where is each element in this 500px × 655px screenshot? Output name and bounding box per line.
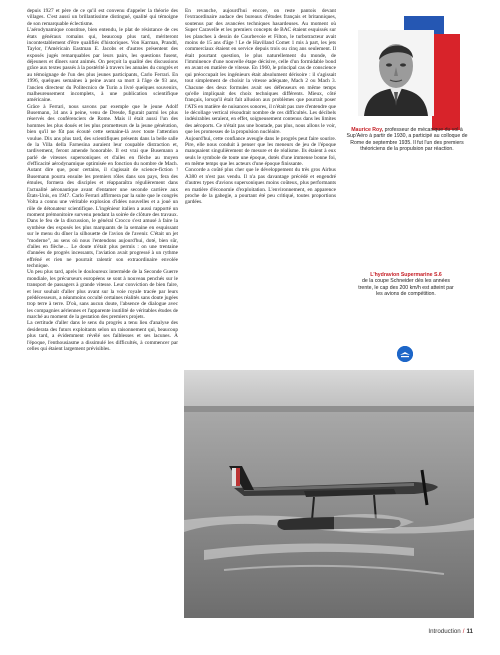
paragraph: Grâce à Ferrari, nous savons par exemple que le jeune Adolf Busemann, 34 ans à peine, venu de Dresde, figurait parmi les plus réservés des conférenciers de Rome. Mais il était aussi l'un des hommes les plus doués et les plus prometteurs de la jeune génération, bien qu'il ne fût pas écouté cette semaine-là avec toute l'attention voulue. Dix ans plus tard, des scientifiques présents dans la belle salle de la Villa della Farnesina auraient leur coupable distraction et, tardivement, feront amende honorable. Il est vrai que Busemann a parlé de vitesses supersoniques et d'ailes en flèche au moyen d'efficacité aérodynamique optimisée en fonction du nombre de Mach. Autant dire que, pour certains, il s'agissait de science-fiction ! Busemann pourra ensuite les premiers rôles dans son pays, fera des émules, formera des disciples et réapparaîtra régulièrement dans l'actualité aéronautique avant d'entamer une seconde carrière aux États-Unis, en 1947. Carlo Ferrari affirmera par la suite que le congrès Volta a connu une véritable explosion d'idées nouvelles et a joué un rôle de détonateur scientifique. L'ingénieur italien a aussi rapporté un moment prémonitoire survenu pendant la soirée de clôture des travaux. Dans le feu de la discussion, le général Crocco s'est amusé à faire la synthèse des exposés les plus marquants de la semaine en esquissant sur le menu du dîner la silhouette de l'avion de l'avenir. C'était un jet "moderne", au sens où nous l'entendons aujourd'hui, doté, bien sûr, d'ailes en flèche… Le doute n'était plus permis : on une trentaine d'années de progrès incessants, l'aviation avait progressé à un rythme effréné et rien ne pourrait ralentir son extraordinaire envolée technique. [27,103,178,269]
photo-supermarine-seaplane [184,370,474,618]
flag-red-band [432,34,460,130]
paragraph: La certitude d'aller dans le sens du progrès a tenu lieu d'analyse des desiderata des futurs exploitants selon un raisonnement qui, beaucoup plus tard, a évidemment révélé ses faiblesses et ses lacunes. À l'époque, l'enthousiasme a dissimulé les difficultés, à commencer par celles qui étaient largement prévisibles. [27,320,178,352]
caption-name: Maurice Roy, [351,127,384,133]
caption-name: L'hydravion Supermarine S.6 [370,272,442,278]
article-column-left [27,8,178,352]
caption-text: professeur de mécanique du vol à Sup'Aéro à partir de 1930, a participé au colloque de Rome de septembre 1935. Il fut l'un des premiers théoriciens de la propulsion par réaction. [346,127,468,153]
caption-seaplane [356,272,456,298]
paragraph: L'aérodynamique constitue, bien entendu, le plat de résistance de ces états généraux romains qui, beaucoup plus tard, mériteront incontestablement d'être qualifiés d'historiques. Von Karman, Prandtl, Taylor, l'Américain Eastman E. Jacobs et d'autres présentent des exposés jugés remarquables par leurs pairs, les questions fusent, déjeuners et dîners sont animés. On perçoit la qualité des discussions grâce aux textes passés à la postérité à travers les annales du congrès et au témoignage de l'un des plus jeunes participants, Carlo Ferrari. En 1996, quelques semaines à peine avant sa mort à l'âge de 93 ans, l'ancien directeur du Politecnico de Turin a livré quelques souvenirs, malheureusement incomplets, à une publication scientifique américaine. [27,27,178,104]
folio-page-number: 11 [466,628,473,635]
paragraph: Un peu plus tard, après le douloureux intermède de la Seconde Guerre mondiale, les précurseurs européens se sont à nouveau penchés sur le transport de passagers à grande vitesse. Leur conviction de bien faire, et leur souhait d'aller plus avant sur la voie royale tracée par leurs prédécesseurs, a néanmoins occulté certaines réalités sans doute jugées trop terre à terre. D'où, sans aucun doute, l'absence de dialogue avec les compagnies aériennes et l'apparente inutilité de véritables études de marché au moment de la gestation des premiers projets. [27,269,178,320]
portrait-maurice-roy [358,30,434,116]
paragraph: En revanche, aujourd'hui encore, on reste pantois devant l'extraordinaire audace des bureaux d'études français et britanniques, soutenus par des avancées techniques hasardeuses. Au moment où Super Caravelle et les premiers concepts de BAC étaient esquissés sur les planches à dessin de Courbevoie et Filton, le turbotracteur avait moins de 15 ans d'âge ! Le de Havilland Comet 1 mis à part, les jets commerciaux étaient en service depuis trois ou cinq ans seulement. Il était pourtant question, le plus naturellement du monde, de l'imminence d'une nouvelle étape décisive, celle d'un formidable bond en avant en matière de vitesse. En 1960, le principal cas de conscience qui préoccupait les ingénieurs était absolument dérisoire : il s'agissait tout simplement de choisir la vitesse adéquate, Mach 2 ou Mach 3. Chacune des deux formules avait ses défenseurs en même temps qu'elle impliquait des choix techniques différents. Mieux, côté français, lorsqu'il était fait allusion aux problèmes que pourrait poser l'ATS en matière de nuisances sonores, il n'était pas rare d'entendre que le décollage vertical résoudrait nombre de ces difficultés. Les décibels indésirables seraient, en effet, soigneusement contenus dans les limites des aéroports. Ce n'était pas une boutade, pas plus, nous allons le voir, que les promesses de la propulsion nucléaire. [185,8,336,136]
paragraph: depuis 1927 et père de ce qu'il est convenu d'appeler la théorie des villages. C'est aussi un brillantissime distingué, qualité qui témoigne de son remarquable éclectisme. [27,8,178,27]
folio-section: Introduction [428,628,461,635]
caption-text: de la coupe Schneider dès les années trente, le cap des 200 km/h est atteint par les avions de compétition. [358,278,454,298]
roundel-logo-icon [397,346,413,362]
article-column-middle [185,8,336,206]
paragraph: Concorde a coûté plus cher que le développement du très gros Airbus A380 et n'est pas vendu. Il n'a pas davantage précédé et engendré d'autres types d'avions supersoniques moins coûteux, plus performants en matière d'économie d'exploitation. L'environnement, en apparence proche de la gabegie, a pourtant été peu critiqué, toutes proportions gardées. [185,167,336,206]
folio-separator: / [462,628,465,635]
caption-maurice-roy [342,127,472,153]
page-folio [428,628,473,635]
paragraph: Aujourd'hui, cette confiance aveugle dans le progrès peut faire sourire. Pire, elle nous conduit à penser que les meneurs de jeu de l'époque manquaient singulièrement de mesure et de réalisme. Ils étaient à eux seuls le symbole de toute une époque, dotés d'une immense bonne foi, en même temps que les acteurs d'une époque finissante. [185,135,336,167]
